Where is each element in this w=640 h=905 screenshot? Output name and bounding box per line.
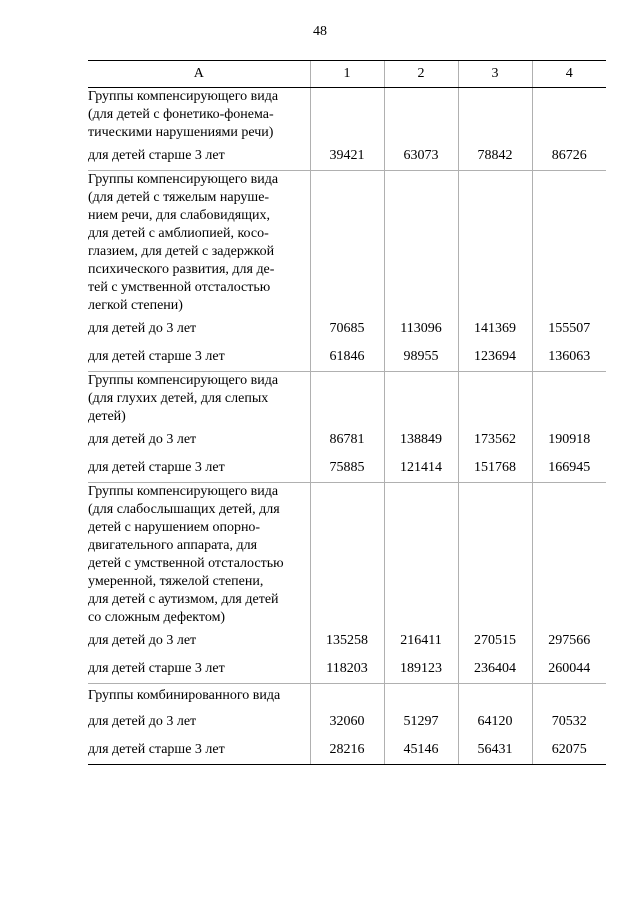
group-title-row: [88, 483, 606, 628]
table-row: [88, 142, 606, 171]
group-title-line: (для глухих детей, для слепых: [88, 391, 269, 406]
group-title-row: [88, 372, 606, 427]
header-col-a: А: [88, 61, 310, 88]
cell-value: 62075: [532, 736, 606, 765]
header-col-2: 2: [384, 61, 458, 88]
group-title-line: нием речи, для слабовидящих,: [88, 208, 270, 223]
group-title-line: (для детей с тяжелым наруше-: [88, 190, 270, 205]
page-number: 48: [313, 24, 327, 39]
row-label: для детей до 3 лет: [88, 714, 197, 729]
cell-value: 78842: [458, 142, 532, 171]
cell-value: 70532: [532, 708, 606, 736]
cell-value: 173562: [458, 426, 532, 454]
group-title-line: двигательного аппарата, для: [88, 538, 258, 553]
header-col-4: 4: [532, 61, 606, 88]
group-title-line: Группы комбинированного вида: [88, 688, 281, 703]
row-label: для детей до 3 лет: [88, 633, 197, 648]
cell-value: 166945: [532, 454, 606, 483]
cell-value: 151768: [458, 454, 532, 483]
group-title-line: глазием, для детей с задержкой: [88, 244, 275, 259]
group-title-line: детей): [88, 409, 126, 424]
cell-value: 64120: [458, 708, 532, 736]
group-title: [88, 684, 310, 709]
row-label: для детей старше 3 лет: [88, 148, 225, 163]
table-header-row: [88, 61, 606, 88]
group-title-line: детей с нарушением опорно-: [88, 520, 261, 535]
cell-value: 63073: [384, 142, 458, 171]
cell-value: 113096: [384, 315, 458, 343]
row-label: для детей старше 3 лет: [88, 661, 225, 676]
group-title-line: (для детей с фонетико-фонема-: [88, 107, 274, 122]
header-col-1: 1: [310, 61, 384, 88]
cell-value: 98955: [384, 343, 458, 372]
group-title-line: легкой степени): [88, 298, 183, 313]
cell-value: 189123: [384, 655, 458, 684]
row-label: для детей старше 3 лет: [88, 460, 225, 475]
row-label: для детей до 3 лет: [88, 321, 197, 336]
group-title: [88, 483, 310, 628]
row-label: для детей старше 3 лет: [88, 349, 225, 364]
group-title-line: (для слабослышащих детей, для: [88, 502, 280, 517]
cell-value: 118203: [310, 655, 384, 684]
cell-value: 270515: [458, 627, 532, 655]
group-title-line: тическими нарушениями речи): [88, 125, 274, 140]
cell-value: 75885: [310, 454, 384, 483]
cell-value: 32060: [310, 708, 384, 736]
cell-value: 297566: [532, 627, 606, 655]
group-title-line: Группы компенсирующего вида: [88, 484, 279, 499]
cell-value: 121414: [384, 454, 458, 483]
group-title-line: Группы компенсирующего вида: [88, 172, 279, 187]
cell-value: 138849: [384, 426, 458, 454]
table-row: [88, 426, 606, 454]
cell-value: 86726: [532, 142, 606, 171]
cell-value: 123694: [458, 343, 532, 372]
group-title-line: для детей с амблиопией, косо-: [88, 226, 269, 241]
cell-value: 39421: [310, 142, 384, 171]
payment-table: [88, 60, 606, 765]
table-row: [88, 315, 606, 343]
cell-value: 260044: [532, 655, 606, 684]
row-label: для детей старше 3 лет: [88, 736, 310, 765]
table-row: [88, 736, 606, 765]
group-title-line: Группы компенсирующего вида: [88, 89, 279, 104]
group-title: [88, 372, 310, 427]
group-title-row: [88, 88, 606, 143]
cell-value: 28216: [310, 736, 384, 765]
group-title-line: детей с умственной отсталостью: [88, 556, 284, 571]
cell-value: 155507: [532, 315, 606, 343]
group-title-row: [88, 171, 606, 316]
table-row: [88, 627, 606, 655]
cell-value: 135258: [310, 627, 384, 655]
group-title: [88, 88, 310, 143]
group-title-line: умеренной, тяжелой степени,: [88, 574, 264, 589]
cell-value: 70685: [310, 315, 384, 343]
cell-value: 216411: [384, 627, 458, 655]
cell-value: 61846: [310, 343, 384, 372]
group-title-row: [88, 684, 606, 709]
table-row: [88, 708, 606, 736]
group-title-line: тей с умственной отсталостью: [88, 280, 271, 295]
cell-value: 56431: [458, 736, 532, 765]
cell-value: 136063: [532, 343, 606, 372]
cell-value: 190918: [532, 426, 606, 454]
group-title-line: психического развития, для де-: [88, 262, 275, 277]
cell-value: 141369: [458, 315, 532, 343]
row-label: для детей до 3 лет: [88, 432, 197, 447]
header-col-3: 3: [458, 61, 532, 88]
group-title-line: Группы компенсирующего вида: [88, 373, 279, 388]
table-row: [88, 454, 606, 483]
group-title-line: для детей с аутизмом, для детей: [88, 592, 279, 607]
cell-value: 51297: [384, 708, 458, 736]
group-title: [88, 171, 310, 316]
cell-value: 86781: [310, 426, 384, 454]
cell-value: 236404: [458, 655, 532, 684]
table-row: [88, 655, 606, 684]
cell-value: 45146: [384, 736, 458, 765]
table-row: [88, 343, 606, 372]
group-title-line: со сложным дефектом): [88, 610, 226, 625]
